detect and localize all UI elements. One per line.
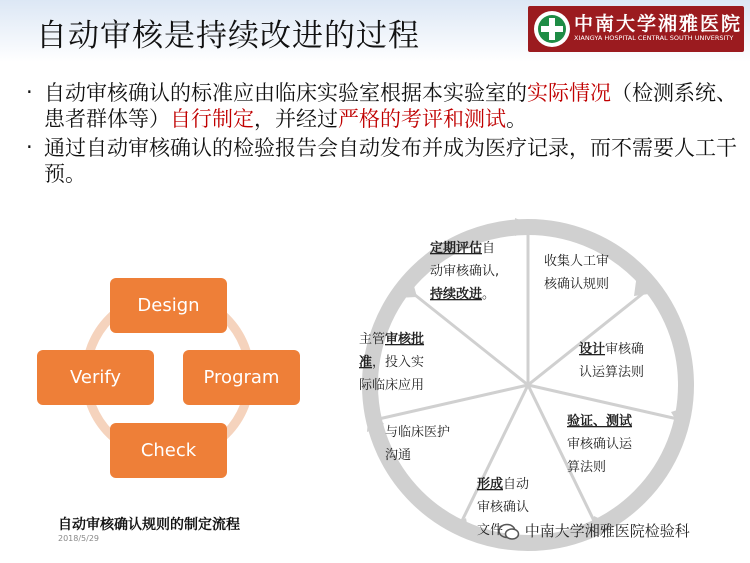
wechat-icon: [498, 523, 520, 541]
watermark: [498, 520, 690, 541]
bullet-marker: ·: [26, 80, 33, 104]
bullet-marker: ·: [26, 135, 33, 159]
bullet-text: 通过自动审核确认的检验报告会自动发布并成为医疗记录，而不需要人工干预。: [44, 136, 737, 186]
logo-subtext: XIANGYA HOSPITAL CENTRAL SOUTH UNIVERSITY: [574, 34, 734, 42]
step-periodic-review: 定期评估自 动审核确认, 持续改进。: [430, 241, 500, 302]
program-label: Program: [203, 367, 280, 388]
slide-date: 2018/5/29: [58, 534, 100, 543]
slide-title: 自动审核是持续改进的过程: [36, 18, 420, 54]
design-label: Design: [137, 295, 200, 316]
bullet-item: [20, 80, 740, 132]
bullet-text: 。: [506, 107, 527, 131]
program-box: [183, 350, 300, 405]
bullet-emphasis: 严格的考评和测试: [338, 107, 506, 131]
step-verify-test: 验证、测试 审核确认运 算法则: [567, 414, 633, 475]
bullet-item: [20, 135, 740, 187]
logo-text: 中南大学湘雅医院: [574, 13, 743, 35]
watermark-text: 中南大学湘雅医院检验科: [524, 522, 690, 540]
bullet-list: [20, 80, 740, 190]
verify-box: [37, 350, 154, 405]
step-approve-deploy: 主管审核批 准，投入实 际临床应用: [359, 332, 425, 393]
design-cycle-diagram: [0, 240, 330, 560]
check-box: [110, 423, 227, 478]
bullet-text: ，并经过: [254, 107, 338, 131]
step-communicate-clinic: 与临床医护 沟通: [385, 425, 451, 463]
bullet-emphasis: 实际情况: [527, 81, 611, 105]
step-collect-rules: 收集人工审 核确认规则: [544, 254, 610, 292]
hospital-logo: [528, 6, 744, 52]
bullet-text: 自动审核确认的标准应由临床实验室根据本实验室的: [44, 81, 527, 105]
design-box: [110, 278, 227, 333]
audit-cycle-diagram: [345, 200, 745, 560]
step-design-algorithm: 设计审核确 认运算法则: [579, 342, 645, 380]
diagram-caption: 自动审核确认规则的制定流程: [58, 517, 240, 533]
bullet-text: （检测系统、患者群体等）: [44, 81, 737, 131]
divider-line: [528, 385, 597, 527]
step-form-document: 形成自动 审核确认 文件: [477, 477, 530, 538]
bullet-emphasis: 自行制定: [170, 107, 254, 131]
hospital-emblem-icon: [532, 9, 572, 49]
check-label: Check: [140, 440, 197, 461]
verify-label: Verify: [69, 367, 122, 388]
